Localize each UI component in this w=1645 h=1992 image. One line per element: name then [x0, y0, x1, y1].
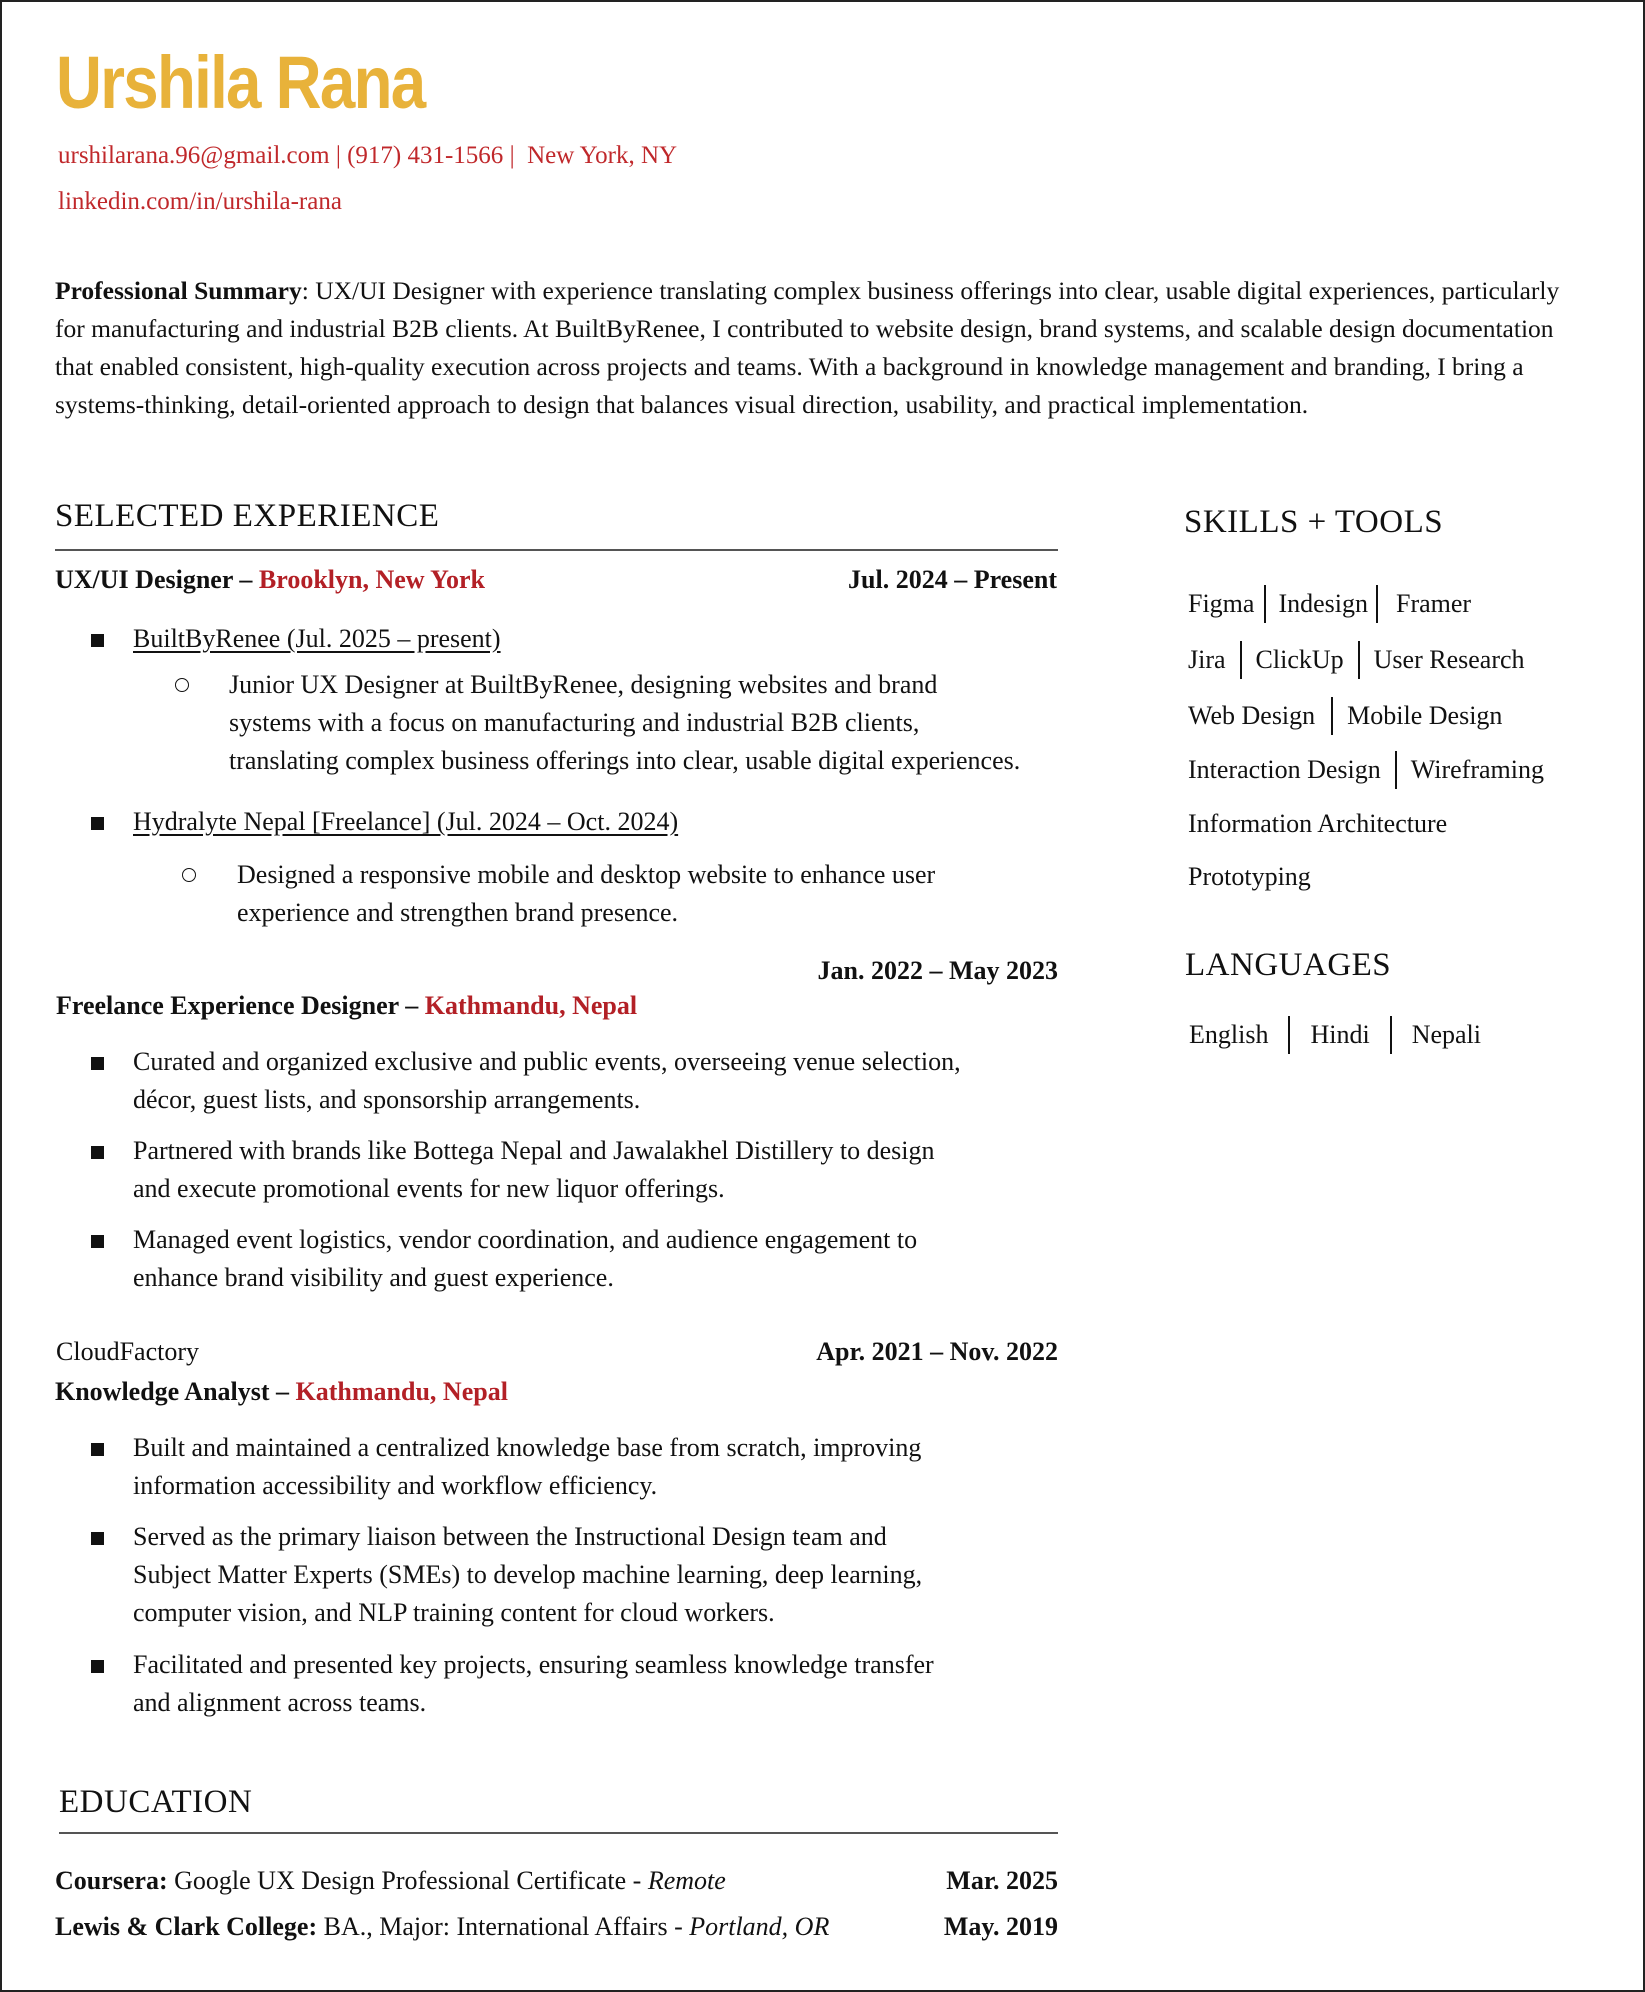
- skill-item: Indesign: [1278, 588, 1368, 618]
- language-item: English: [1189, 1019, 1269, 1049]
- skills-row: [1188, 587, 1471, 625]
- school-name: Coursera:: [55, 1866, 168, 1895]
- text-line: décor, guest lists, and sponsorship arrangements.: [133, 1085, 641, 1114]
- pipe-divider: [1376, 585, 1378, 623]
- pipe-divider: [1288, 1016, 1290, 1054]
- phone-number: (917) 431-1566: [347, 142, 504, 169]
- text-line: Subject Matter Experts (SMEs) to develop machine learning, deep learning,: [133, 1560, 923, 1589]
- linkedin-line: [58, 188, 342, 216]
- text-line: Built and maintained a centralized knowledge base from scratch, improving: [133, 1433, 922, 1462]
- job3-company: CloudFactory: [56, 1337, 199, 1366]
- languages-heading: LANGUAGES: [1185, 947, 1392, 983]
- email-link[interactable]: urshilarana.96@gmail.com: [58, 142, 330, 169]
- skill-item: Wireframing: [1410, 754, 1544, 784]
- education-date: Mar. 2025: [946, 1866, 1058, 1895]
- text-line: information accessibility and workflow efficiency.: [133, 1471, 658, 1500]
- text-line: translating complex business offerings into clear, usable digital experiences.: [229, 746, 1021, 775]
- place: Remote: [647, 1866, 726, 1895]
- text-line: experience and strengthen brand presence.: [237, 898, 679, 927]
- job1-sub1-title: BuiltByRenee (Jul. 2025 – present): [133, 624, 501, 653]
- text-line: Designed a responsive mobile and desktop website to enhance user: [237, 860, 936, 889]
- text-line: Managed event logistics, vendor coordination, and audience engagement to: [133, 1225, 918, 1254]
- text-line: Junior UX Designer at BuiltByRenee, designing websites and brand: [229, 670, 938, 699]
- text-line: and alignment across teams.: [133, 1688, 427, 1717]
- location: New York, NY: [527, 142, 678, 169]
- language-item: Hindi: [1310, 1019, 1370, 1049]
- linkedin-link[interactable]: linkedin.com/in/urshila-rana: [58, 188, 342, 215]
- pipe-divider: [1331, 697, 1333, 735]
- text-line: and execute promotional events for new liquor offerings.: [133, 1174, 725, 1203]
- job3-location: Kathmandu, Nepal: [295, 1377, 508, 1406]
- job1-role: UX/UI Designer: [55, 565, 233, 594]
- skill-item: User Research: [1373, 644, 1525, 674]
- place: Portland, OR: [689, 1912, 830, 1941]
- contact-separator: |: [503, 142, 528, 169]
- job1-sub2-bullet: [237, 856, 935, 932]
- school-name: Lewis & Clark College:: [55, 1912, 318, 1941]
- job3-bullet: [133, 1518, 922, 1632]
- text-line: Served as the primary liaison between the Instructional Design team and: [133, 1522, 887, 1551]
- language-item: Nepali: [1411, 1019, 1481, 1049]
- skill-item: Prototyping: [1188, 862, 1311, 891]
- education-divider: [59, 1832, 1058, 1834]
- experience-divider: [55, 549, 1058, 551]
- contact-separator: |: [329, 142, 348, 169]
- job2-location: Kathmandu, Nepal: [424, 991, 638, 1020]
- candidate-name: Urshila Rana: [56, 41, 425, 124]
- education-entry: [55, 1866, 726, 1896]
- skill-item: Interaction Design: [1188, 754, 1381, 784]
- job1-dates: Jul. 2024 – Present: [848, 565, 1057, 594]
- bullet-square: [91, 634, 104, 647]
- job3-dates: Apr. 2021 – Nov. 2022: [816, 1337, 1058, 1366]
- job3-bullet: [133, 1646, 934, 1722]
- bullet-circle: [182, 868, 196, 882]
- text-line: Curated and organized exclusive and public events, overseeing venue selection,: [133, 1047, 961, 1076]
- education-entry: [55, 1912, 829, 1942]
- job1-dash: –: [232, 565, 259, 594]
- job2-dash: –: [398, 991, 425, 1020]
- skills-row: [1188, 699, 1502, 737]
- job3-title-line: [55, 1377, 508, 1407]
- bullet-square: [91, 1235, 104, 1248]
- skill-item: Jira: [1188, 644, 1226, 674]
- bullet-square: [91, 1057, 104, 1070]
- skill-item: Mobile Design: [1347, 700, 1503, 730]
- skill-item: ClickUp: [1255, 644, 1344, 674]
- bullet-square: [91, 817, 104, 830]
- text-line: computer vision, and NLP training content for cloud workers.: [133, 1598, 775, 1627]
- experience-heading: SELECTED EXPERIENCE: [55, 498, 440, 534]
- job2-title-line: [56, 991, 637, 1021]
- text-line: enhance brand visibility and guest experience.: [133, 1263, 614, 1292]
- professional-summary: [55, 272, 1565, 424]
- job3-dash: –: [269, 1377, 296, 1406]
- bullet-square: [91, 1146, 104, 1159]
- skill-item: Information Architecture: [1188, 809, 1448, 838]
- summary-label: Professional Summary: [55, 276, 302, 305]
- languages-row: [1189, 1018, 1481, 1056]
- program: Google UX Design Professional Certificate -: [167, 1866, 648, 1895]
- job3-role: Knowledge Analyst: [55, 1377, 270, 1406]
- skills-row: [1188, 753, 1544, 791]
- education-date: May. 2019: [943, 1912, 1058, 1941]
- job2-role: Freelance Experience Designer: [56, 991, 399, 1020]
- pipe-divider: [1395, 751, 1397, 789]
- bullet-square: [91, 1532, 104, 1545]
- job2-bullet: [133, 1221, 917, 1297]
- job2-dates: Jan. 2022 – May 2023: [817, 956, 1058, 985]
- job1-location: Brooklyn, New York: [258, 565, 485, 594]
- skill-item: Web Design: [1188, 700, 1316, 730]
- contact-line: [58, 142, 677, 170]
- pipe-divider: [1390, 1016, 1392, 1054]
- skills-heading: SKILLS + TOOLS: [1184, 504, 1444, 540]
- bullet-square: [91, 1660, 104, 1673]
- text-line: systems with a focus on manufacturing and industrial B2B clients,: [229, 708, 920, 737]
- job2-bullet: [133, 1043, 961, 1119]
- job1-title-line: [55, 565, 485, 595]
- pipe-divider: [1240, 641, 1242, 679]
- bullet-square: [91, 1443, 104, 1456]
- program: BA., Major: International Affairs -: [317, 1912, 690, 1941]
- job1-sub1-bullet: [229, 666, 1020, 780]
- pipe-divider: [1264, 585, 1266, 623]
- education-heading: EDUCATION: [59, 1784, 253, 1820]
- summary-text: : UX/UI Designer with experience translating complex business offerings into clear, usable digital experiences, particularly for manufacturing and industrial B2B clients. At BuiltByRenee, I contributed to website design, brand systems, and scalable design documentation that enabled consistent, high-quality execution across projects and teams. With a background in knowledge management and branding, I bring a systems-thinking, detail-oriented approach to design that balances visual direction, usability, and practical implementation.: [55, 276, 1560, 419]
- text-line: Partnered with brands like Bottega Nepal and Jawalakhel Distillery to design: [133, 1136, 935, 1165]
- skills-row: [1188, 643, 1525, 681]
- skill-item: Figma: [1188, 588, 1255, 618]
- job2-bullet: [133, 1132, 934, 1208]
- job1-sub2-title: Hydralyte Nepal [Freelance] (Jul. 2024 – Oct. 2024): [133, 807, 679, 836]
- skill-item: Framer: [1396, 588, 1472, 618]
- job3-bullet: [133, 1429, 921, 1505]
- bullet-circle: [175, 678, 189, 692]
- pipe-divider: [1358, 641, 1360, 679]
- text-line: Facilitated and presented key projects, ensuring seamless knowledge transfer: [133, 1650, 934, 1679]
